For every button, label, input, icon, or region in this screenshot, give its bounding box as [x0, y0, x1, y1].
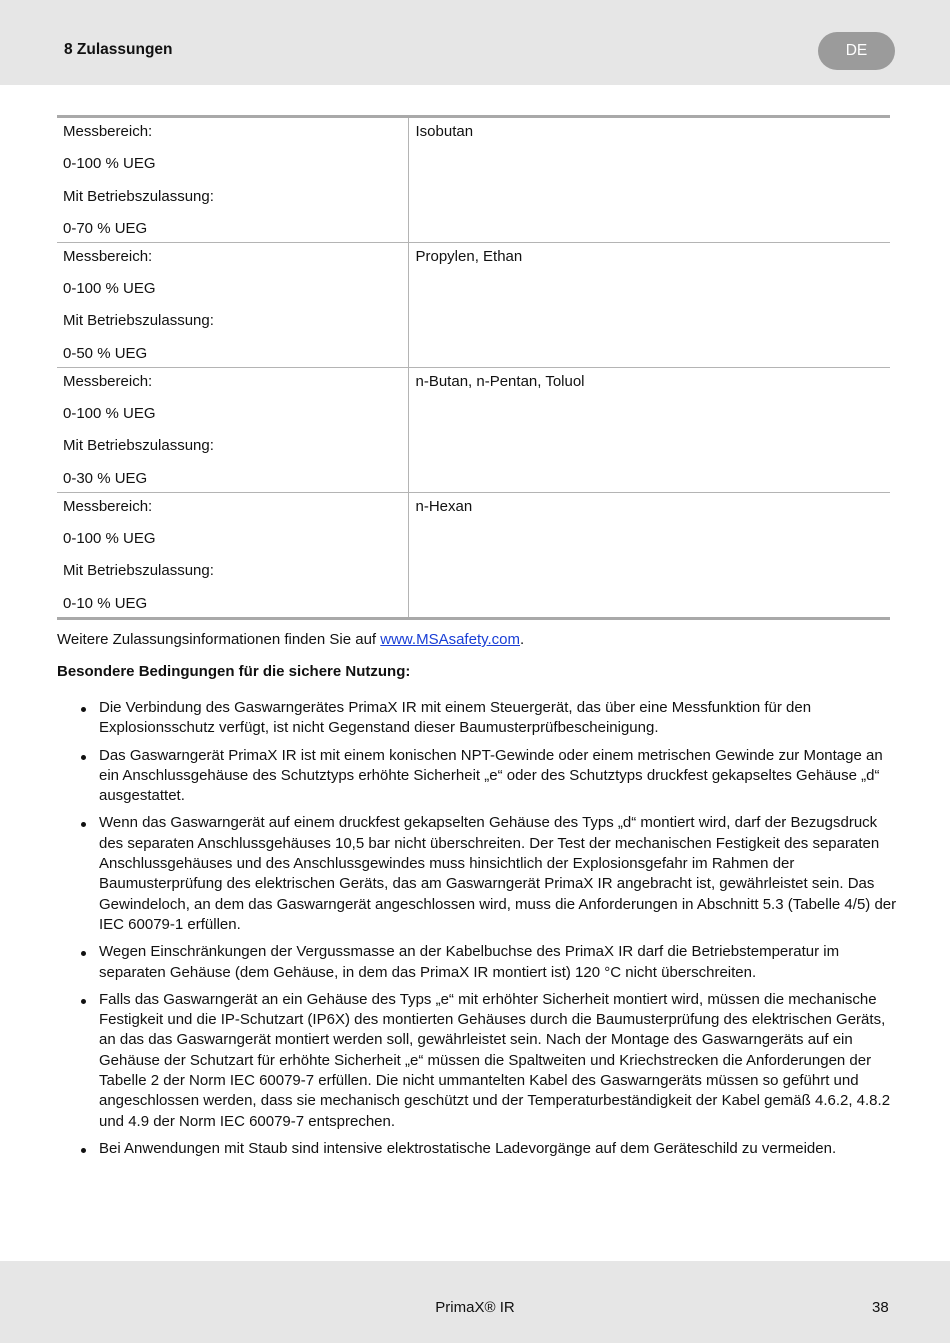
list-item — [57, 746, 897, 807]
list-item — [57, 813, 897, 935]
info-prefix: Weitere Zulassungsinformationen finden Sie auf — [57, 631, 381, 648]
range-label: Messbereich: — [63, 497, 153, 515]
range-label: Messbereich: — [63, 123, 153, 140]
gas-cell: n-Hexan — [408, 492, 890, 618]
list-item-text: Das Gaswarngerät PrimaX IR ist mit einem konischen NPT-Gewinde oder einem metrischen Gewinde zur Montage an ein Anschlussgehäuse des Schutztyps erhöhte Sicherheit „e“ oder des Schutztyps druckfest gekapseltes Gehäuse „d“ ausgestattet. — [99, 746, 883, 805]
page-header — [0, 0, 950, 85]
conditions-heading: Besondere Bedingungen für die sichere Nutzung: — [57, 663, 411, 680]
approval-value: 0-10 % UEG — [63, 594, 148, 612]
list-item-text: Falls das Gaswarngerät an ein Gehäuse des Typs „e“ mit erhöhter Sicherheit montiert wird, müssen die mechanische Festigkeit und die IP-Schutzart (IP6X) des montierten Gehäuses durch die Baumusterprüfung des elektrischen Geräts, an das das Gaswarngerät montiert werden soll, gewährleistet sein. Nach der Montage des Gaswarngeräts auf ein Gehäuse der Schutzart für erhöhte Sicherheit „e“ müssen die Spaltweiten und Kriechstrecken die Anforderungen der Tabelle 2 der Norm IEC 60079-7 erfüllen. Die nicht ummantelten Kabel des Gaswarngeräts müssen so geführt und angeschlossen werden, dass sie mechanisch geschützt und der Temperaturbeständigkeit der Kabel gemäß 4.6.2, 4.8.2 und 4.9 der Norm IEC 60079-7 entsprechen. — [99, 990, 891, 1130]
table-row — [57, 117, 890, 243]
range-label: Messbereich: — [63, 247, 153, 265]
range-value: 0-100 % UEG — [63, 155, 156, 173]
gas-cell: Propylen, Ethan — [408, 242, 890, 367]
approval-value: 0-70 % UEG — [63, 219, 148, 237]
list-item-text: Wegen Einschränkungen der Vergussmasse an der Kabelbuchse des PrimaX IR darf die Betriebstemperatur im separaten Gehäuse (dem Gehäuse, in dem das PrimaX IR montiert ist) 120 °C nicht überschreiten. — [99, 943, 840, 981]
bullet-icon — [81, 999, 86, 1004]
msa-website-link[interactable]: www.MSAsafety.com — [380, 631, 521, 648]
approval-label: Mit Betriebszulassung: — [63, 562, 214, 580]
page-footer — [0, 1261, 950, 1343]
approval-label: Mit Betriebszulassung: — [63, 187, 214, 205]
approval-value: 0-50 % UEG — [63, 344, 148, 362]
list-item — [57, 698, 897, 739]
range-value: 0-100 % UEG — [63, 405, 156, 423]
list-item — [57, 990, 897, 1132]
table-row — [57, 492, 890, 618]
list-item — [57, 942, 897, 983]
range-cell — [57, 492, 408, 618]
section-title: 8 Zulassungen — [64, 41, 173, 58]
list-item-text: Bei Anwendungen mit Staub sind intensive elektrostatische Ladevorgänge auf dem Geräteschild zu vermeiden. — [99, 1139, 837, 1157]
bullet-icon — [81, 1148, 86, 1153]
approval-info-text — [57, 631, 524, 648]
range-cell — [57, 242, 408, 367]
range-value: 0-100 % UEG — [63, 530, 156, 548]
info-suffix: . — [520, 631, 525, 648]
range-cell — [57, 367, 408, 492]
approval-label: Mit Betriebszulassung: — [63, 312, 214, 330]
gas-cell: Isobutan — [415, 123, 474, 140]
table-row — [57, 367, 890, 492]
page-number: 38 — [872, 1299, 889, 1316]
range-value: 0-100 % UEG — [63, 280, 156, 298]
table-row — [57, 242, 890, 367]
gas-cell: n-Butan, n-Pentan, Toluol — [408, 367, 890, 492]
range-label: Messbereich: — [63, 372, 153, 390]
list-item — [57, 1139, 897, 1159]
measuring-range-table — [57, 115, 890, 620]
product-name: PrimaX® IR — [435, 1299, 515, 1316]
conditions-list — [57, 698, 897, 1166]
approval-label: Mit Betriebszulassung: — [63, 437, 214, 455]
bullet-icon — [81, 755, 86, 760]
bullet-icon — [81, 951, 86, 956]
list-item-text: Die Verbindung des Gaswarngerätes PrimaX IR mit einem Steuergerät, das über eine Messfunktion für den Explosionsschutz verfügt, ist nicht Gegenstand dieser Baumusterprüfbescheinigung. — [99, 699, 812, 737]
list-item-text: Wenn das Gaswarngerät auf einem druckfest gekapselten Gehäuse des Typs „d“ montiert wird, darf der Bezugsdruck des separaten Anschlussgehäuses 10,5 bar nicht überschreiten. Der Test der mechanischen Festigkeit des separaten Anschlussgehäuses und des Anschlussgewindes muss hinsichtlich der Explosionsgefahr im Rahmen der Baumusterprüfung des elektrischen Geräts, das am Gaswarngerät PrimaX IR angebracht ist, gewährleistet sein. Das Gewindeloch, an dem das Gaswarngerät angeschlossen wird, muss die Anforderungen in Abschnitt 5.3 (Tabelle 4/5) der IEC 60079-1 erfüllen. — [99, 814, 897, 933]
bullet-icon — [81, 822, 86, 827]
range-cell — [57, 117, 408, 243]
bullet-icon — [81, 707, 86, 712]
approval-value: 0-30 % UEG — [63, 469, 148, 487]
language-badge: DE — [818, 32, 895, 70]
